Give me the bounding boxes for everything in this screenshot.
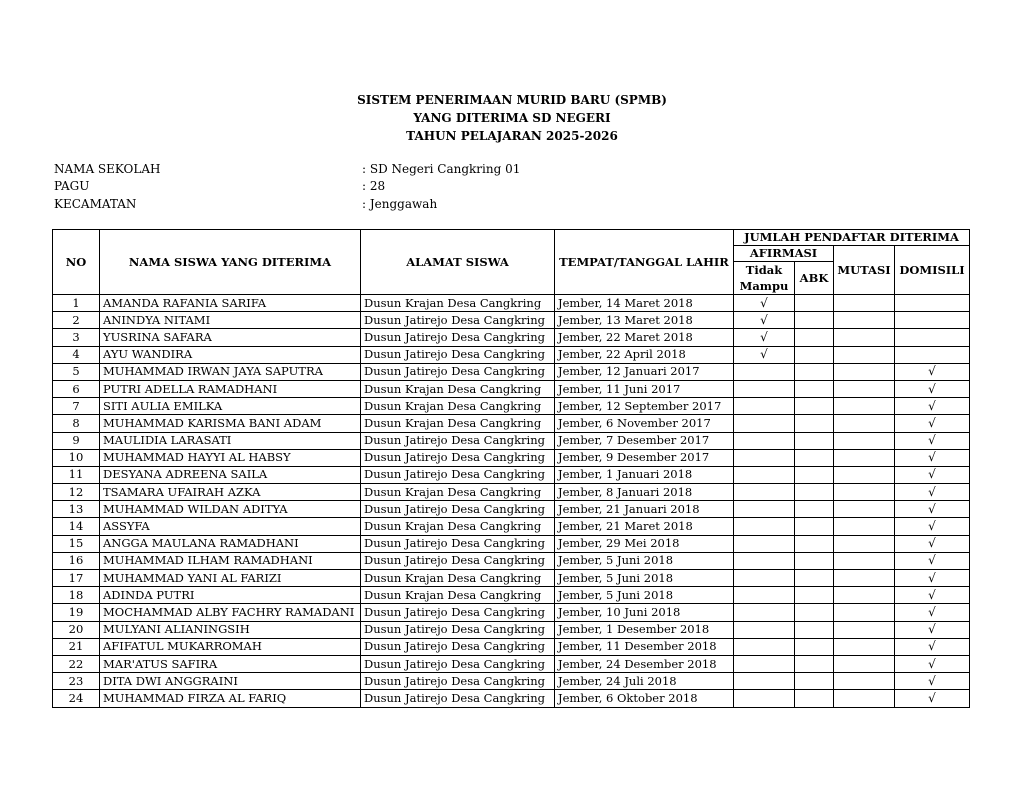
cell-nama: MAR'ATUS SAFIRA (100, 655, 361, 672)
cell-ttl: Jember, 5 Juni 2018 (555, 570, 734, 587)
cell-tidak-mampu (734, 552, 795, 569)
pagu-value: : 28 (362, 179, 386, 193)
cell-mutasi (834, 604, 895, 621)
cell-nama: MOCHAMMAD ALBY FACHRY RAMADANI (100, 604, 361, 621)
cell-mutasi (834, 329, 895, 346)
cell-nama: YUSRINA SAFARA (100, 329, 361, 346)
cell-tidak-mampu (734, 655, 795, 672)
cell-alamat: Dusun Jatirejo Desa Cangkring (361, 432, 555, 449)
cell-domisili: √ (895, 484, 970, 501)
cell-abk (795, 673, 834, 690)
header-mutasi: MUTASI (834, 246, 895, 295)
cell-abk (795, 398, 834, 415)
cell-alamat: Dusun Krajan Desa Cangkring (361, 398, 555, 415)
kecamatan-value: : Jenggawah (362, 197, 438, 211)
table-row (53, 415, 970, 432)
cell-tidak-mampu (734, 587, 795, 604)
cell-domisili: √ (895, 449, 970, 466)
table-row (53, 329, 970, 346)
cell-nama: MUHAMMAD FIRZA AL FARIQ (100, 690, 361, 707)
cell-alamat: Dusun Krajan Desa Cangkring (361, 570, 555, 587)
header-ttl: TEMPAT/TANGGAL LAHIR (555, 230, 734, 295)
document-title-line-3: TAHUN PELAJARAN 2025-2026 (406, 129, 618, 143)
table-row (53, 380, 970, 397)
cell-ttl: Jember, 13 Maret 2018 (555, 312, 734, 329)
nama-sekolah-value: : SD Negeri Cangkring 01 (362, 162, 521, 176)
cell-no: 17 (53, 570, 100, 587)
cell-no: 7 (53, 398, 100, 415)
cell-tidak-mampu (734, 432, 795, 449)
cell-abk (795, 312, 834, 329)
cell-ttl: Jember, 9 Desember 2017 (555, 449, 734, 466)
cell-ttl: Jember, 1 Desember 2018 (555, 621, 734, 638)
cell-tidak-mampu (734, 690, 795, 707)
cell-tidak-mampu (734, 518, 795, 535)
cell-nama: MUHAMMAD ILHAM RAMADHANI (100, 552, 361, 569)
cell-abk (795, 329, 834, 346)
cell-alamat: Dusun Krajan Desa Cangkring (361, 415, 555, 432)
cell-tidak-mampu (734, 621, 795, 638)
cell-alamat: Dusun Krajan Desa Cangkring (361, 484, 555, 501)
cell-no: 6 (53, 380, 100, 397)
table-row (53, 466, 970, 483)
cell-no: 11 (53, 466, 100, 483)
cell-alamat: Dusun Jatirejo Desa Cangkring (361, 346, 555, 363)
cell-tidak-mampu: √ (734, 295, 795, 312)
cell-abk (795, 552, 834, 569)
cell-ttl: Jember, 6 November 2017 (555, 415, 734, 432)
cell-no: 20 (53, 621, 100, 638)
cell-no: 8 (53, 415, 100, 432)
cell-domisili: √ (895, 415, 970, 432)
cell-abk (795, 638, 834, 655)
header-afirmasi: AFIRMASI (734, 246, 834, 262)
cell-tidak-mampu (734, 466, 795, 483)
table-row (53, 690, 970, 707)
kecamatan-label: KECAMATAN (54, 197, 137, 211)
table-row (53, 295, 970, 312)
cell-tidak-mampu (734, 363, 795, 380)
cell-ttl: Jember, 21 Maret 2018 (555, 518, 734, 535)
student-table (52, 229, 970, 708)
cell-ttl: Jember, 24 Juli 2018 (555, 673, 734, 690)
table-row (53, 587, 970, 604)
cell-alamat: Dusun Jatirejo Desa Cangkring (361, 690, 555, 707)
cell-abk (795, 587, 834, 604)
header-nama: NAMA SISWA YANG DITERIMA (100, 230, 361, 295)
cell-mutasi (834, 466, 895, 483)
cell-tidak-mampu: √ (734, 312, 795, 329)
cell-nama: MULYANI ALIANINGSIH (100, 621, 361, 638)
cell-domisili: √ (895, 363, 970, 380)
cell-abk (795, 535, 834, 552)
table-row (53, 312, 970, 329)
cell-nama: ADINDA PUTRI (100, 587, 361, 604)
table-row (53, 346, 970, 363)
cell-nama: MUHAMMAD WILDAN ADITYA (100, 501, 361, 518)
table-row (53, 604, 970, 621)
cell-nama: MUHAMMAD KARISMA BANI ADAM (100, 415, 361, 432)
table-row (53, 638, 970, 655)
cell-mutasi (834, 655, 895, 672)
cell-no: 14 (53, 518, 100, 535)
cell-tidak-mampu (734, 398, 795, 415)
cell-nama: MUHAMMAD IRWAN JAYA SAPUTRA (100, 363, 361, 380)
cell-ttl: Jember, 24 Desember 2018 (555, 655, 734, 672)
cell-no: 5 (53, 363, 100, 380)
document-title-line-2: YANG DITERIMA SD NEGERI (413, 111, 611, 125)
cell-abk (795, 604, 834, 621)
cell-mutasi (834, 398, 895, 415)
cell-nama: TSAMARA UFAIRAH AZKA (100, 484, 361, 501)
cell-alamat: Dusun Jatirejo Desa Cangkring (361, 552, 555, 569)
cell-mutasi (834, 638, 895, 655)
cell-domisili: √ (895, 621, 970, 638)
cell-domisili (895, 295, 970, 312)
header-no: NO (53, 230, 100, 295)
cell-nama: AYU WANDIRA (100, 346, 361, 363)
cell-domisili: √ (895, 570, 970, 587)
cell-mutasi (834, 380, 895, 397)
table-row (53, 535, 970, 552)
cell-no: 22 (53, 655, 100, 672)
cell-ttl: Jember, 10 Juni 2018 (555, 604, 734, 621)
cell-nama: DITA DWI ANGGRAINI (100, 673, 361, 690)
table-row (53, 449, 970, 466)
cell-alamat: Dusun Jatirejo Desa Cangkring (361, 604, 555, 621)
cell-alamat: Dusun Krajan Desa Cangkring (361, 380, 555, 397)
cell-tidak-mampu: √ (734, 346, 795, 363)
table-row (53, 552, 970, 569)
cell-alamat: Dusun Krajan Desa Cangkring (361, 518, 555, 535)
cell-mutasi (834, 673, 895, 690)
cell-alamat: Dusun Jatirejo Desa Cangkring (361, 535, 555, 552)
cell-nama: MAULIDIA LARASATI (100, 432, 361, 449)
cell-abk (795, 363, 834, 380)
cell-no: 2 (53, 312, 100, 329)
cell-abk (795, 432, 834, 449)
cell-alamat: Dusun Jatirejo Desa Cangkring (361, 466, 555, 483)
cell-mutasi (834, 535, 895, 552)
cell-ttl: Jember, 12 September 2017 (555, 398, 734, 415)
cell-mutasi (834, 312, 895, 329)
cell-abk (795, 295, 834, 312)
cell-nama: ANINDYA NITAMI (100, 312, 361, 329)
cell-tidak-mampu (734, 449, 795, 466)
cell-domisili: √ (895, 587, 970, 604)
cell-abk (795, 380, 834, 397)
cell-domisili: √ (895, 535, 970, 552)
cell-mutasi (834, 363, 895, 380)
cell-tidak-mampu (734, 380, 795, 397)
cell-mutasi (834, 501, 895, 518)
cell-domisili: √ (895, 432, 970, 449)
cell-mutasi (834, 690, 895, 707)
cell-ttl: Jember, 12 Januari 2017 (555, 363, 734, 380)
cell-no: 15 (53, 535, 100, 552)
cell-no: 24 (53, 690, 100, 707)
table-row (53, 570, 970, 587)
cell-ttl: Jember, 22 April 2018 (555, 346, 734, 363)
cell-no: 13 (53, 501, 100, 518)
cell-abk (795, 690, 834, 707)
cell-no: 4 (53, 346, 100, 363)
header-abk: ABK (795, 262, 834, 295)
cell-ttl: Jember, 11 Juni 2017 (555, 380, 734, 397)
cell-no: 18 (53, 587, 100, 604)
cell-alamat: Dusun Jatirejo Desa Cangkring (361, 638, 555, 655)
document-title-line-1: SISTEM PENERIMAAN MURID BARU (SPMB) (357, 93, 667, 107)
cell-domisili: √ (895, 466, 970, 483)
table-row (53, 501, 970, 518)
cell-ttl: Jember, 8 Januari 2018 (555, 484, 734, 501)
cell-domisili: √ (895, 638, 970, 655)
cell-domisili: √ (895, 604, 970, 621)
cell-tidak-mampu (734, 570, 795, 587)
cell-alamat: Dusun Krajan Desa Cangkring (361, 295, 555, 312)
cell-domisili: √ (895, 655, 970, 672)
cell-abk (795, 415, 834, 432)
cell-nama: SITI AULIA EMILKA (100, 398, 361, 415)
table-row (53, 363, 970, 380)
table-row (53, 621, 970, 638)
cell-mutasi (834, 295, 895, 312)
cell-abk (795, 484, 834, 501)
cell-nama: MUHAMMAD YANI AL FARIZI (100, 570, 361, 587)
cell-abk (795, 346, 834, 363)
cell-no: 19 (53, 604, 100, 621)
cell-mutasi (834, 552, 895, 569)
cell-mutasi (834, 449, 895, 466)
cell-no: 3 (53, 329, 100, 346)
cell-no: 9 (53, 432, 100, 449)
table-row (53, 432, 970, 449)
table-row (53, 398, 970, 415)
cell-domisili (895, 312, 970, 329)
cell-domisili: √ (895, 380, 970, 397)
cell-domisili: √ (895, 673, 970, 690)
cell-no: 23 (53, 673, 100, 690)
table-row (53, 673, 970, 690)
cell-mutasi (834, 415, 895, 432)
cell-ttl: Jember, 14 Maret 2018 (555, 295, 734, 312)
table-header (53, 230, 970, 295)
cell-domisili: √ (895, 552, 970, 569)
cell-abk (795, 466, 834, 483)
cell-tidak-mampu (734, 638, 795, 655)
cell-alamat: Dusun Jatirejo Desa Cangkring (361, 329, 555, 346)
cell-alamat: Dusun Jatirejo Desa Cangkring (361, 449, 555, 466)
cell-domisili (895, 329, 970, 346)
cell-nama: PUTRI ADELLA RAMADHANI (100, 380, 361, 397)
table-row (53, 518, 970, 535)
cell-mutasi (834, 484, 895, 501)
header-tidak-mampu: Tidak Mampu (734, 262, 795, 295)
cell-alamat: Dusun Jatirejo Desa Cangkring (361, 673, 555, 690)
cell-ttl: Jember, 11 Desember 2018 (555, 638, 734, 655)
cell-nama: AFIFATUL MUKARROMAH (100, 638, 361, 655)
cell-tidak-mampu (734, 673, 795, 690)
cell-abk (795, 449, 834, 466)
cell-abk (795, 570, 834, 587)
cell-tidak-mampu (734, 484, 795, 501)
cell-mutasi (834, 621, 895, 638)
cell-no: 12 (53, 484, 100, 501)
header-jumlah: JUMLAH PENDAFTAR DITERIMA (734, 230, 970, 246)
cell-ttl: Jember, 29 Mei 2018 (555, 535, 734, 552)
cell-ttl: Jember, 5 Juni 2018 (555, 587, 734, 604)
cell-abk (795, 501, 834, 518)
cell-ttl: Jember, 21 Januari 2018 (555, 501, 734, 518)
cell-mutasi (834, 518, 895, 535)
cell-domisili: √ (895, 501, 970, 518)
cell-ttl: Jember, 22 Maret 2018 (555, 329, 734, 346)
cell-mutasi (834, 587, 895, 604)
cell-alamat: Dusun Jatirejo Desa Cangkring (361, 312, 555, 329)
cell-tidak-mampu (734, 535, 795, 552)
cell-ttl: Jember, 6 Oktober 2018 (555, 690, 734, 707)
cell-nama: ASSYFA (100, 518, 361, 535)
cell-nama: ANGGA MAULANA RAMADHANI (100, 535, 361, 552)
cell-mutasi (834, 570, 895, 587)
cell-no: 21 (53, 638, 100, 655)
cell-no: 1 (53, 295, 100, 312)
pagu-label: PAGU (54, 179, 90, 193)
cell-alamat: Dusun Jatirejo Desa Cangkring (361, 501, 555, 518)
table-row (53, 655, 970, 672)
cell-tidak-mampu: √ (734, 329, 795, 346)
header-alamat: ALAMAT SISWA (361, 230, 555, 295)
cell-abk (795, 518, 834, 535)
cell-ttl: Jember, 1 Januari 2018 (555, 466, 734, 483)
cell-alamat: Dusun Jatirejo Desa Cangkring (361, 621, 555, 638)
cell-abk (795, 655, 834, 672)
cell-alamat: Dusun Jatirejo Desa Cangkring (361, 655, 555, 672)
cell-domisili: √ (895, 690, 970, 707)
cell-abk (795, 621, 834, 638)
table-body (53, 295, 970, 708)
cell-ttl: Jember, 5 Juni 2018 (555, 552, 734, 569)
table-row (53, 484, 970, 501)
cell-no: 16 (53, 552, 100, 569)
nama-sekolah-label: NAMA SEKOLAH (54, 162, 161, 176)
cell-ttl: Jember, 7 Desember 2017 (555, 432, 734, 449)
cell-domisili (895, 346, 970, 363)
cell-nama: MUHAMMAD HAYYI AL HABSY (100, 449, 361, 466)
cell-domisili: √ (895, 398, 970, 415)
cell-tidak-mampu (734, 415, 795, 432)
cell-alamat: Dusun Jatirejo Desa Cangkring (361, 363, 555, 380)
cell-nama: DESYANA ADREENA SAILA (100, 466, 361, 483)
cell-mutasi (834, 346, 895, 363)
cell-no: 10 (53, 449, 100, 466)
cell-mutasi (834, 432, 895, 449)
cell-domisili: √ (895, 518, 970, 535)
cell-tidak-mampu (734, 501, 795, 518)
cell-tidak-mampu (734, 604, 795, 621)
cell-alamat: Dusun Krajan Desa Cangkring (361, 587, 555, 604)
cell-nama: AMANDA RAFANIA SARIFA (100, 295, 361, 312)
header-domisili: DOMISILI (895, 246, 970, 295)
